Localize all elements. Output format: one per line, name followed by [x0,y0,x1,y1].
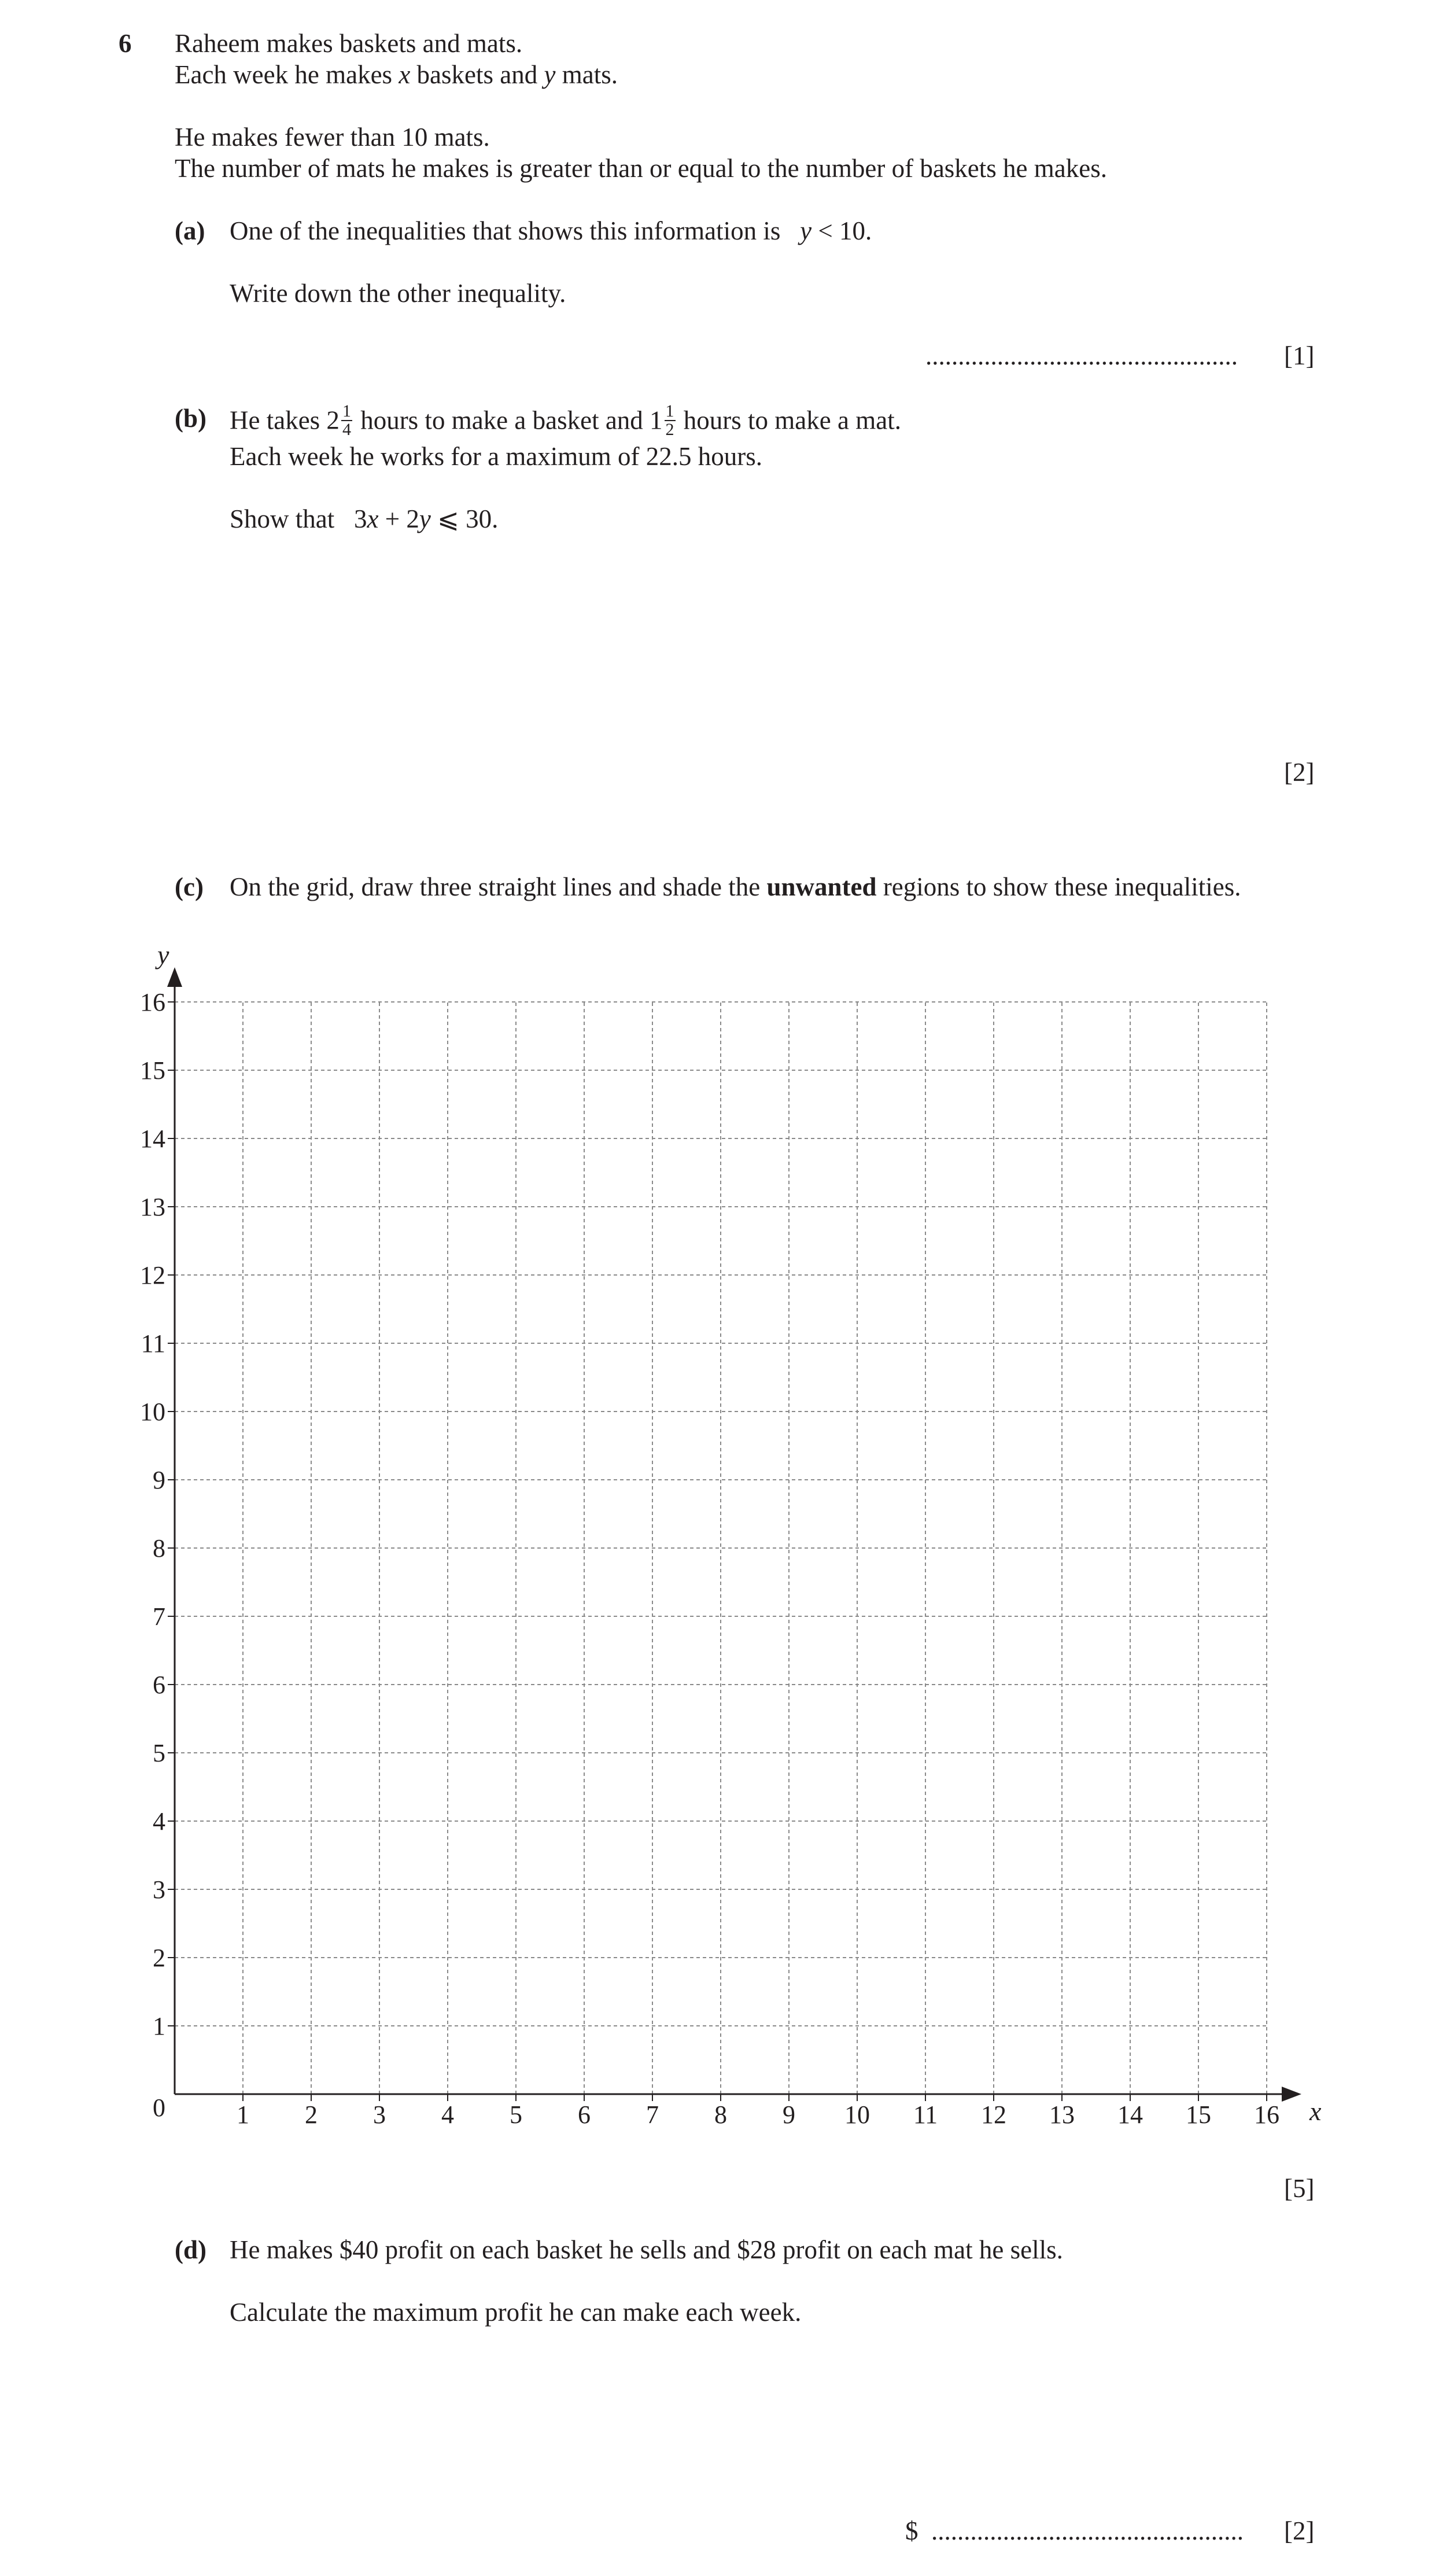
y-tick-label: 14 [140,1125,165,1153]
x-axis-arrow-icon [1282,2087,1301,2102]
intro-text: baskets and [410,60,544,89]
x-tick-label: 15 [1186,2100,1211,2129]
x-tick-label: 16 [1254,2100,1279,2129]
part-b-marks: [2] [1284,758,1315,787]
fraction-numerator: 1 [342,401,351,421]
x-tick-label: 7 [646,2100,659,2129]
x-axis-label: x [1309,2096,1322,2126]
x-tick-label: 11 [913,2100,938,2129]
y-tick-label: 5 [153,1739,165,1767]
x-tick-label: 8 [714,2100,727,2129]
part-b-text-pre: He takes 2 [230,406,340,435]
part-b-text-mid: hours to make a basket and 1 [353,406,663,435]
x-tick-label: 14 [1117,2100,1143,2129]
part-b-label: (b) [175,404,206,433]
y-tick-label: 2 [153,1944,165,1972]
y-axis-arrow-icon [167,967,182,987]
x-tick-label: 10 [844,2100,870,2129]
fraction-denominator: 4 [342,420,351,439]
y-tick-label: 4 [153,1807,165,1836]
question-info-line1: He makes fewer than 10 mats. [175,123,490,152]
part-d-instruction: Calculate the maximum profit he can make each week. [230,2298,802,2327]
question-number: 6 [119,29,132,58]
part-d-answer-line[interactable]: ................................................ [931,2516,1244,2545]
part-d-currency: $ [905,2516,918,2545]
x-tick-label: 3 [373,2100,386,2129]
intro-text: Each week he makes [175,60,399,89]
x-tick-label: 5 [510,2100,522,2129]
part-a-marks: [1] [1284,341,1315,370]
intro-var-y: y [544,60,556,89]
question-info-line2: The number of mats he makes is greater than or equal to the number of baskets he makes. [175,154,1107,183]
part-d-label: (d) [175,2235,206,2264]
part-c-label: (c) [175,872,204,901]
y-tick-label: 13 [140,1193,165,1221]
x-tick-label: 1 [237,2100,249,2129]
y-tick-label: 6 [153,1671,165,1699]
y-tick-label: 3 [153,1875,165,1904]
part-c-text-pre: On the grid, draw three straight lines and shade the [230,872,767,901]
part-d-marks: [2] [1284,2516,1315,2545]
part-b-line2: Each week he works for a maximum of 22.5 hours. [230,442,763,471]
part-b-text-post: hours to make a mat. [677,406,901,435]
part-a-label: (a) [175,216,205,245]
y-tick-label: 9 [153,1466,165,1494]
expr-var-x: x [367,504,379,533]
x-tick-label: 2 [305,2100,318,2129]
fraction-denominator: 2 [665,420,674,439]
part-c-text-post: regions to show these inequalities. [876,872,1241,901]
expr-part: ⩽ 30. [430,504,499,533]
part-a-var-y: y [800,216,812,245]
part-a-inequality: < 10. [811,216,872,245]
y-tick-label: 8 [153,1534,165,1562]
y-tick-label: 1 [153,2012,165,2040]
intro-var-x: x [399,60,411,89]
intro-text: mats. [555,60,618,89]
x-tick-label: 9 [783,2100,795,2129]
x-tick-label: 4 [441,2100,454,2129]
expr-part: + 2 [378,504,419,533]
y-tick-label: 10 [140,1398,165,1426]
expr-part: 3 [354,504,367,533]
part-d-text: He makes $40 profit on each basket he sells and $28 profit on each mat he sells. [230,2235,1063,2264]
part-c-marks: [5] [1284,2174,1315,2203]
part-a-instruction: Write down the other inequality. [230,279,566,308]
x-tick-label: 13 [1049,2100,1075,2129]
y-tick-label: 16 [140,988,165,1016]
y-tick-label: 15 [140,1056,165,1085]
y-tick-label: 11 [141,1329,165,1358]
show-that-text: Show that [230,504,335,533]
expr-var-y: y [419,504,431,533]
y-axis-label: y [157,940,169,970]
x-tick-label: 6 [578,2100,591,2129]
y-tick-label: 7 [153,1602,165,1631]
fraction-numerator: 1 [665,401,674,421]
part-a-statement: One of the inequalities that shows this information is [230,216,781,245]
part-c-text-bold: unwanted [766,872,877,901]
y-tick-label: 12 [140,1261,165,1289]
part-a-answer-line[interactable]: ................................................ [925,341,1238,370]
x-tick-label: 12 [981,2100,1006,2129]
question-intro-line1: Raheem makes baskets and mats. [175,29,523,58]
origin-label: 0 [153,2094,165,2122]
